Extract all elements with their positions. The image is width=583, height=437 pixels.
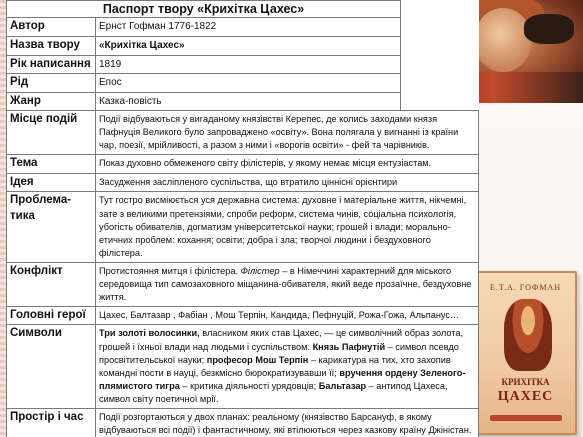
row-value-author: Ернст Гофман 1776-1822 xyxy=(96,18,401,37)
symbol-professor: професор Мош Терпін xyxy=(206,354,309,365)
row-label-heroes: Головні герої xyxy=(7,306,96,325)
table-row xyxy=(7,262,479,306)
symbol-text: власником яких став Цахес, — це символічний образ золота, грошей і їхньої влади над людьми і суспільством. xyxy=(99,328,464,352)
book-cover-figure xyxy=(504,299,552,371)
symbol-prince: Князь Пафнутій xyxy=(312,341,386,352)
passport-table xyxy=(6,0,479,437)
row-value-heroes: Цахес, Балтазар , Фабіан , Мош Терпін, Кандида, Пефнуцій, Рожа-Гожа, Альпанус… xyxy=(96,306,479,325)
symbol-balthasar: Бальтазар xyxy=(318,380,367,391)
symbol-order: вручення ордену Зеленого-плямистого тигра xyxy=(99,367,466,391)
table-row xyxy=(7,92,479,111)
symbol-text: – символ псевдо просвітительської науки; xyxy=(99,341,459,365)
conflict-text-a: Протистояння митця і філістера. xyxy=(99,265,241,276)
row-label-work: Назва твору xyxy=(7,36,96,55)
table-row xyxy=(7,74,479,93)
table-row xyxy=(7,55,479,74)
book-title-big: ЦАХЕС xyxy=(497,389,554,404)
row-label-theme: Тема xyxy=(7,155,96,174)
table-row xyxy=(7,192,479,262)
row-value-conflict xyxy=(96,262,479,306)
row-value-kind: Казка-повість xyxy=(96,92,401,111)
book-author: Е.Т.А. ГОФМАН xyxy=(489,283,562,292)
book-cover-image xyxy=(474,271,577,435)
page-title: Паспорт твору «Крихітка Цахес» xyxy=(7,1,401,18)
row-value-place: Події відбуваються у вигаданому князівстві Керепес, де колись заходами князя Пафнуція Великого було запроваджено «освіту». Вона полягала у вигнанні із країни чар, поезії, мрійливості, а разом з ними і «ворогів освіти» - фей та чарівників. xyxy=(96,111,479,155)
symbol-text: – критика діяльності урядовців; xyxy=(179,380,319,391)
row-value-space: Події розгортаються у двох планах: реальному (князівство Барсануф, в якому відбуваються всі події) і фантастичному, які втілюються через казкову країну Джіністан. xyxy=(96,408,479,437)
book-band xyxy=(490,415,562,421)
table-row xyxy=(7,111,479,155)
row-value-year: 1819 xyxy=(96,55,401,74)
row-value-genre: Епос xyxy=(96,74,401,93)
row-value-theme: Показ духовно обмеженого світу філістерів, у якому немає місця ентузіастам. xyxy=(96,155,479,174)
symbol-text: – карикатура на тих, хто захопив командні пости в науці, безкмісно бюрократизувавши її; xyxy=(99,354,451,378)
row-label-space: Простір і час xyxy=(7,408,96,437)
symbol-hairs: Три золоті волосинки, xyxy=(99,328,200,339)
table-row xyxy=(7,173,479,192)
row-value-idea: Засудження засліпленого суспільства, що втратило ціннісні орієнтири xyxy=(96,173,479,192)
row-label-problem: Проблема-тика xyxy=(7,192,96,262)
row-label-idea: Ідея xyxy=(7,173,96,192)
row-value-work: «Крихітка Цахес» xyxy=(96,36,401,55)
row-label-author: Автор xyxy=(7,18,96,37)
symbol-text: – антипод Цахеса, символ світу поетичної мрії. xyxy=(99,380,448,404)
table-row xyxy=(7,408,479,437)
row-label-conflict: Конфлікт xyxy=(7,262,96,306)
book-title-small: КРИХІТКА xyxy=(501,377,550,387)
table-row xyxy=(7,18,479,37)
row-label-place: Місце подій xyxy=(7,111,96,155)
table-row xyxy=(7,36,479,55)
table-row xyxy=(7,155,479,174)
conflict-term: Філістер xyxy=(240,265,280,276)
table-row xyxy=(7,325,479,408)
row-value-symbols xyxy=(96,325,479,408)
row-label-year: Рік написання xyxy=(7,55,96,74)
row-value-problem: Тут гостро висміюється уся державна система: духовне і матеріальне життя, нікчемні, зате з великими претензіями, спроби реформ, система чинів, соціальна психологія, убогість обивателів, догматизм університетської науки; грошей і влади; морально-етичних проблем: кохання; освіти; добра і зла; творчої людини і бездуховного філістера. xyxy=(96,192,479,262)
conflict-text-b: – в Німеччині характерний для міського середовища тип самозаховного міщанина-обивателя, який веде прозаїчне, бездуховне життя. xyxy=(99,265,472,302)
table-row xyxy=(7,306,479,325)
row-label-genre: Рід xyxy=(7,74,96,93)
row-label-symbols: Символи xyxy=(7,325,96,408)
row-label-kind: Жанр xyxy=(7,92,96,111)
